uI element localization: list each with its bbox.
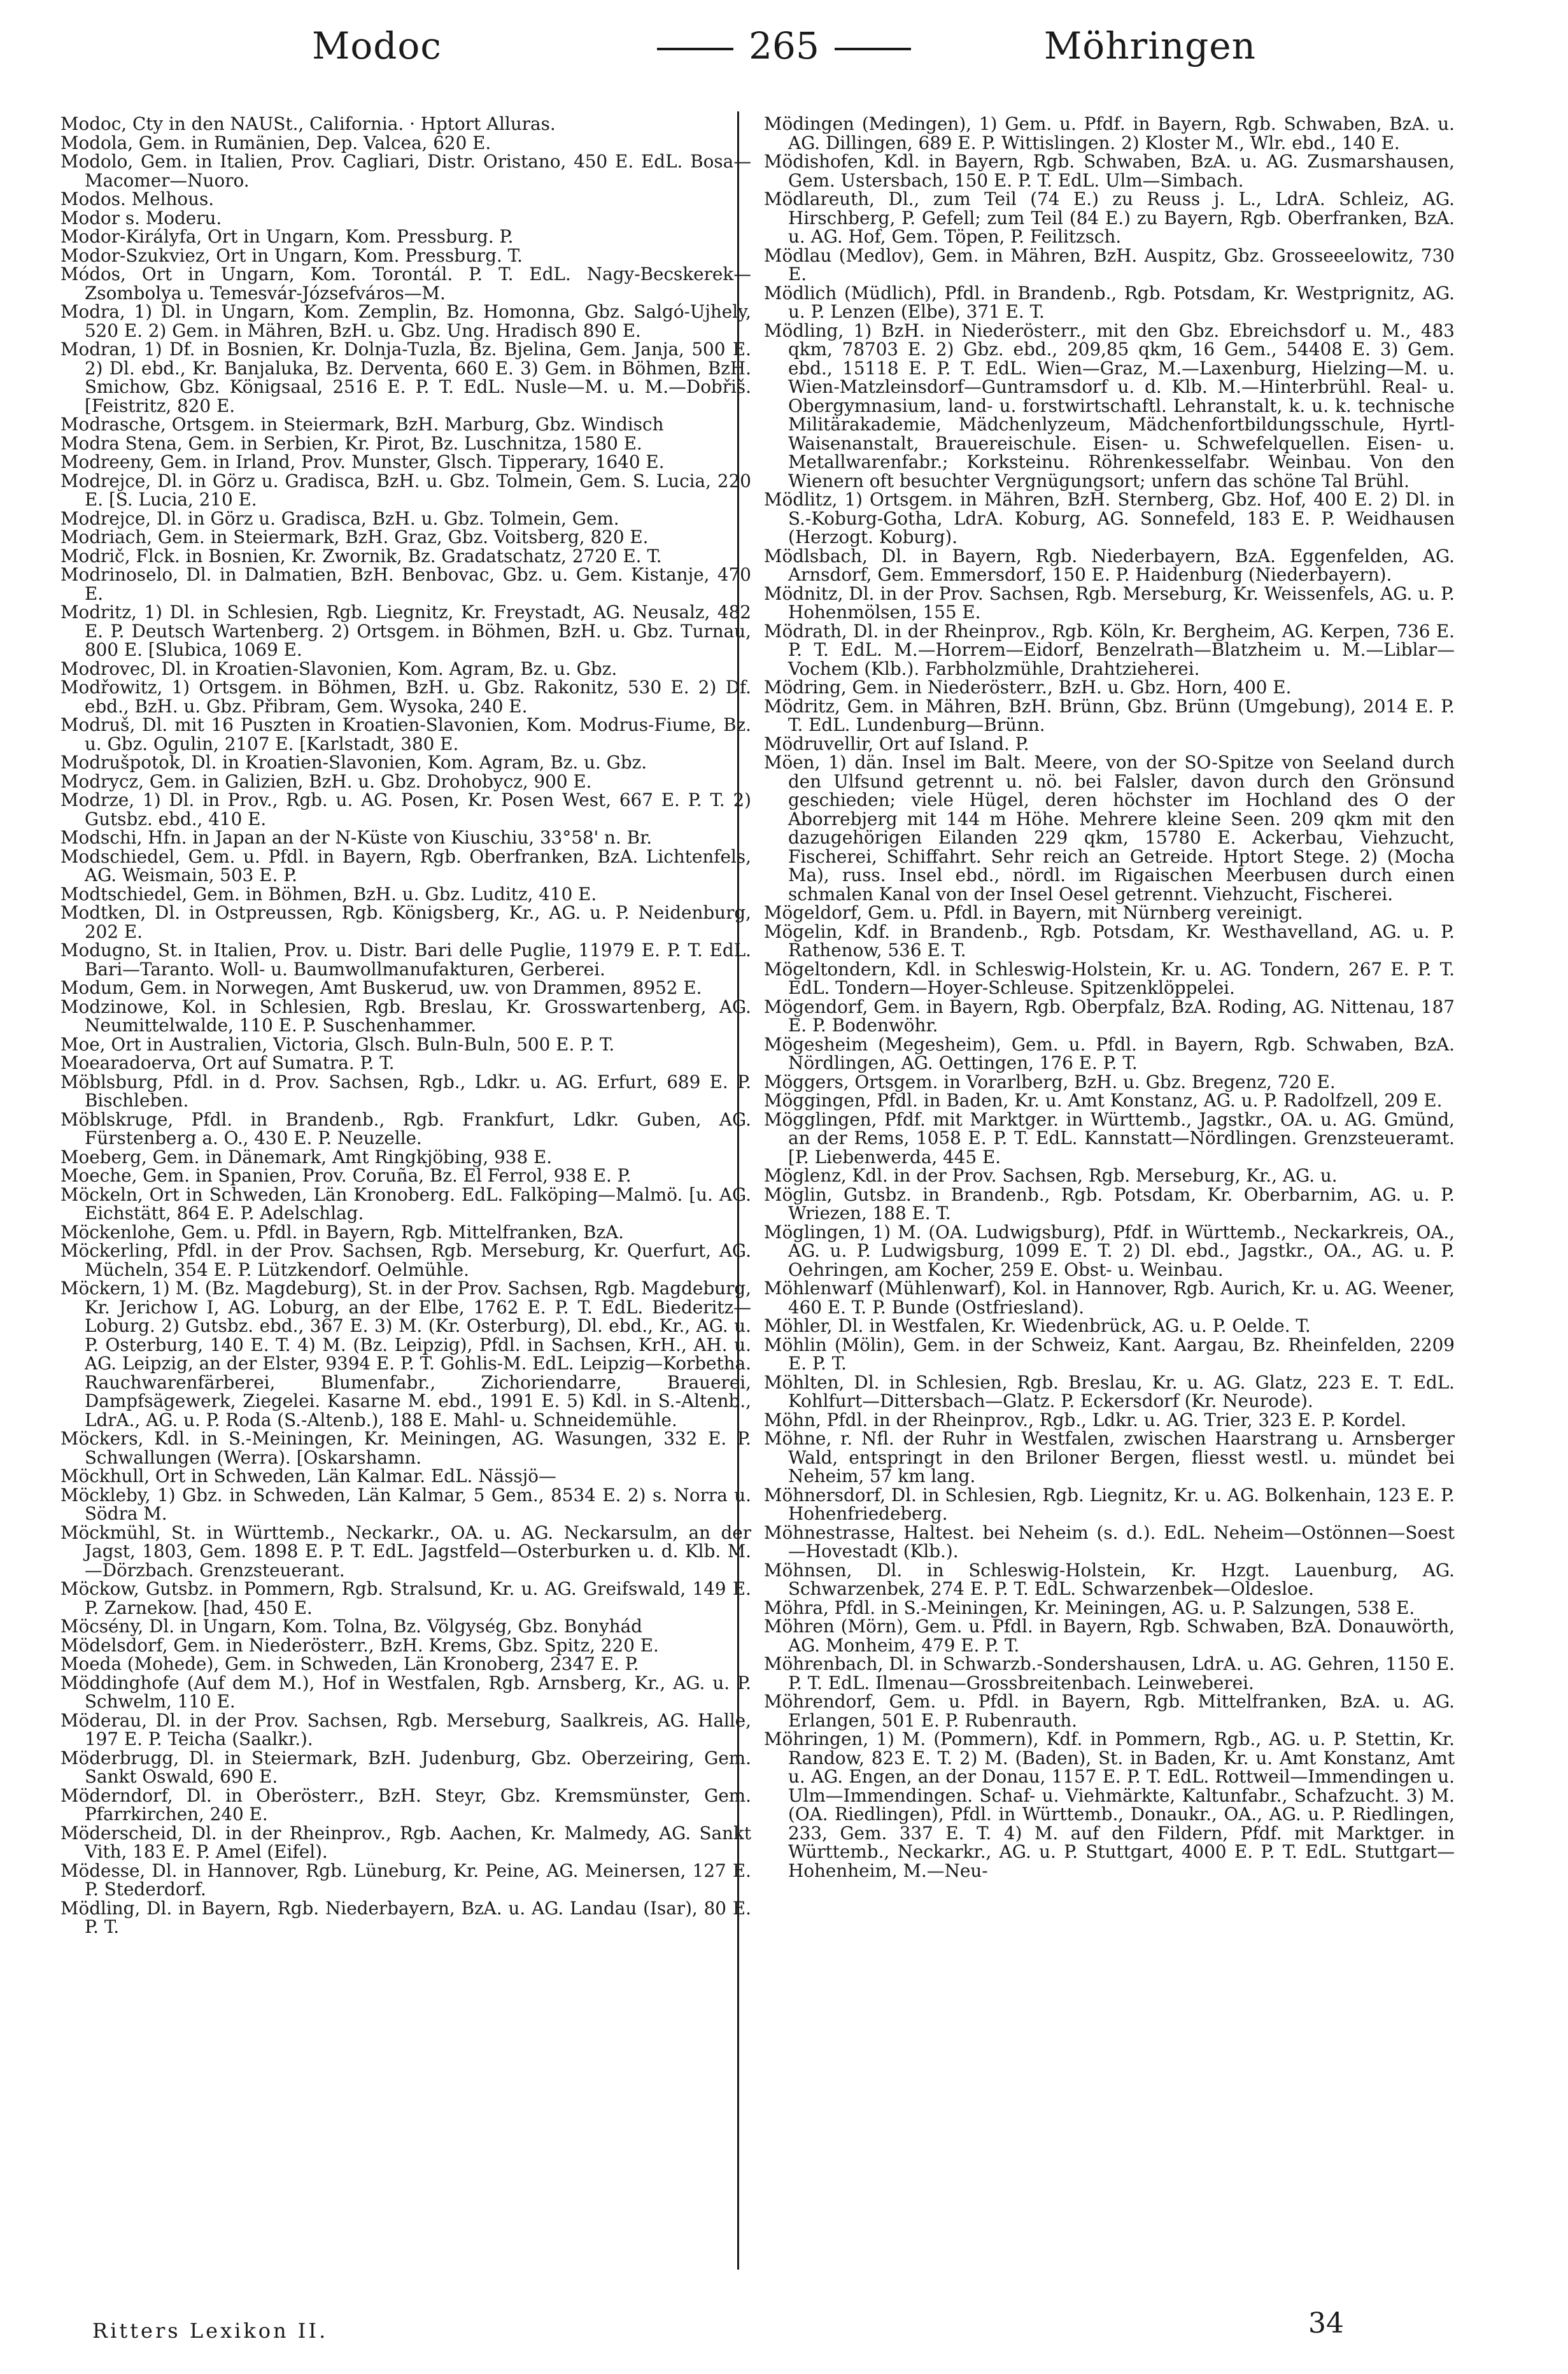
- header-page-number-group: [0, 24, 1568, 67]
- left-column: [60, 115, 751, 2292]
- dictionary-entry: Möcsény, Dl. in Ungarn, Kom. Tolna, Bz. Völgység, Gbz. Bonyhád: [60, 1616, 642, 1637]
- dictionary-entry: Modra, 1) Dl. in Ungarn, Kom. Zemplin, Bz. Homonna, Gbz. Salgó-Ujhely, 520 E. 2) Gem. in Mähren, BzH. u. Gbz. Ung. Hradisch 890 E.: [60, 301, 751, 341]
- dictionary-entry: Moeberg, Gem. in Dänemark, Amt Ringkjöbing, 938 E.: [60, 1146, 553, 1168]
- dictionary-entry: Mödruvellir, Ort auf Island. P.: [764, 733, 1029, 754]
- dictionary-entry: Modrejce, Dl. in Görz u. Gradisca, BzH. u. Gbz. Tolmein, Gem.: [60, 507, 619, 529]
- page-header: [0, 0, 1568, 95]
- dictionary-entry: Mödnitz, Dl. in der Prov. Sachsen, Rgb. Merseburg, Kr. Weissenfels, AG. u. P. Hohenmölsen, 155 E.: [764, 583, 1455, 623]
- dictionary-entry: Möhren (Mörn), Gem. u. Pfdl. in Bayern, Rgb. Schwaben, BzA. Donauwörth, AG. Monheim, 479 E. P. T.: [764, 1616, 1455, 1656]
- dictionary-entry: Modugno, St. in Italien, Prov. u. Distr. Bari delle Puglie, 11979 E. P. T. EdL. Bari—Taranto. Woll- u. Baumwollmanufakturen, Gerberei.: [60, 940, 751, 980]
- dictionary-entry: Mödishofen, Kdl. in Bayern, Rgb. Schwaben, BzA. u. AG. Zusmarshausen, Gem. Ustersbach, 150 E. P. T. EdL. Ulm—Simbach.: [764, 151, 1455, 191]
- dictionary-entry: Mögesheim (Megesheim), Gem. u. Pfdl. in Bayern, Rgb. Schwaben, BzA. Nördlingen, AG. Oettingen, 176 E. P. T.: [764, 1033, 1455, 1073]
- header-left-word: Modoc: [312, 24, 442, 67]
- page-number: 265: [749, 24, 819, 67]
- header-right-word: Möhringen: [1043, 24, 1256, 67]
- right-column: [764, 115, 1455, 2292]
- dictionary-entry: Modor s. Moderu.: [60, 207, 222, 229]
- dictionary-entry: Mödling, Dl. in Bayern, Rgb. Niederbayern, BzA. u. AG. Landau (Isar), 80 E. P. T.: [60, 1897, 751, 1937]
- dictionary-entry: Modrycz, Gem. in Galizien, BzH. u. Gbz. Drohobycz, 900 E.: [60, 770, 592, 792]
- header-dash-left: [657, 48, 733, 50]
- dictionary-entry: Mödling, 1) BzH. in Niederösterr., mit den Gbz. Ebreichsdorf u. M., 483 qkm, 78703 E. 2) Gbz. ebd., 209,85 qkm, 16 Gem., 54408 E. 3) Gem. ebd., 15118 E. P. T. EdL. Wien—Graz, M.—Laxenburg, Hielzing—M. u. Wien-Matzleinsdorf—Guntramsdorf u. d. Klb. M.—Hinterbrühl. Real- u. Obergymnasium, land- u. forstwirtschaftl. Lehranstalt, k. u. k. technische Militärakademie, Mädchenlyzeum, Mädchenfortbildungsschule, Hyrtl-Waisenanstalt, Brauereischule. Eisen- u. Schwefelquellen. Eisen- u. Metallwarenfabr.; Korksteinu. Röhrenkesselfabr. Weinbau. Von den Wienern oft besuchter Vergnügungsort; unfern das schöne Tal Brühl.: [764, 320, 1455, 491]
- dictionary-entry: Möhler, Dl. in Westfalen, Kr. Wiedenbrück, AG. u. P. Oelde. T.: [764, 1315, 1311, 1336]
- dictionary-entry: Moearadoerva, Ort auf Sumatra. P. T.: [60, 1052, 395, 1073]
- dictionary-entry: Modtschiedel, Gem. in Böhmen, BzH. u. Gbz. Luditz, 410 E.: [60, 883, 597, 905]
- dictionary-entry: Mögendorf, Gem. in Bayern, Rgb. Oberpfalz, BzA. Roding, AG. Nittenau, 187 E. P. Bodenwöhr.: [764, 996, 1455, 1036]
- dictionary-entry: Mödlich (Müdlich), Pfdl. in Brandenb., Rgb. Potsdam, Kr. Westprignitz, AG. u. P. Lenzen (Elbe), 371 E. T.: [764, 282, 1455, 322]
- dictionary-entry: Modolo, Gem. in Italien, Prov. Cagliari, Distr. Oristano, 450 E. EdL. Bosa—Macomer—Nuoro.: [60, 151, 751, 191]
- footer-publisher: Ritters Lexikon II.: [92, 2319, 328, 2343]
- dictionary-entry: Modruš, Dl. mit 16 Puszten in Kroatien-Slavonien, Kom. Modrus-Fiume, Bz. u. Gbz. Ogulin, 2107 E. [Karlstadt, 380 E.: [60, 714, 751, 754]
- dictionary-entry: Möckow, Gutsbz. in Pommern, Rgb. Stralsund, Kr. u. AG. Greifswald, 149 E. P. Zarnekow. [had, 450 E.: [60, 1578, 751, 1618]
- dictionary-entry: Möckers, Kdl. in S.-Meiningen, Kr. Meiningen, AG. Wasungen, 332 E. P. Schwallungen (Werra). [Oskarshamn.: [60, 1428, 751, 1468]
- dictionary-entry: Modreeny, Gem. in Irland, Prov. Munster, Glsch. Tipperary, 1640 E.: [60, 451, 665, 472]
- dictionary-entry: Modrušpotok, Dl. in Kroatien-Slavonien, Kom. Agram, Bz. u. Gbz.: [60, 752, 647, 773]
- dictionary-entry: Moeda (Mohede), Gem. in Schweden, Län Kronoberg, 2347 E. P.: [60, 1653, 639, 1674]
- dictionary-entry: Modum, Gem. in Norwegen, Amt Buskerud, uw. von Drammen, 8952 E.: [60, 977, 702, 998]
- dictionary-entry: Möhnersdorf, Dl. in Schlesien, Rgb. Liegnitz, Kr. u. AG. Bolkenhain, 123 E. P. Hohenfriedeberg.: [764, 1484, 1455, 1524]
- header-dash-right: [835, 48, 911, 50]
- dictionary-entry: Modor-Királyfa, Ort in Ungarn, Kom. Pressburg. P.: [60, 226, 514, 247]
- dictionary-entry: Möddinghofe (Auf dem M.), Hof in Westfalen, Rgb. Arnsberg, Kr., AG. u. P. Schwelm, 110 E.: [60, 1672, 751, 1712]
- dictionary-entry: Mödingen (Medingen), 1) Gem. u. Pfdf. in Bayern, Rgb. Schwaben, BzA. u. AG. Dillingen, 689 E. P. Wittislingen. 2) Kloster M., Wlr. ebd., 140 E.: [764, 115, 1455, 153]
- dictionary-entry: Modra Stena, Gem. in Serbien, Kr. Pirot, Bz. Luschnitza, 1580 E.: [60, 432, 642, 454]
- dictionary-entry: Modriach, Gem. in Steiermark, BzH. Graz, Gbz. Voitsberg, 820 E.: [60, 526, 649, 548]
- dictionary-entry: Möhringen, 1) M. (Pommern), Kdf. in Pommern, Rgb., AG. u. P. Stettin, Kr. Randow, 823 E. T. 2) M. (Baden), St. in Baden, Kr. u. Amt Konstanz, Amt u. AG. Engen, an der Donau, 1157 E. P. T. EdL. Rottweil—Immendingen u. Ulm—Immendingen. Schaf- u. Viehmärkte, Kaltunfabr., Schafzucht. 3) M. (OA. Riedlingen), Pfdl. in Württemb., Donaukr., OA., AG. u. P. Riedlingen, 233, Gem. 337 E. T. 4) M. auf den Fildern, Pfdf. mit Marktger. in Württemb., Neckarkr., AG. u. P. Stuttgart, 4000 E. P. T. EdL. Stuttgart—Hohenheim, M.—Neu-: [764, 1728, 1455, 1881]
- dictionary-entry: Moe, Ort in Australien, Victoria, Glsch. Buln-Buln, 500 E. P. T.: [60, 1033, 615, 1055]
- dictionary-entry: Modschi, Hfn. in Japan an der N-Küste von Kiuschiu, 33°58' n. Br.: [60, 827, 653, 848]
- dictionary-entry: Möglin, Gutsbz. in Brandenb., Rgb. Potsdam, Kr. Oberbarnim, AG. u. P. Wriezen, 188 E. T.: [764, 1183, 1455, 1224]
- dictionary-entry: Möggingen, Pfdl. in Baden, Kr. u. Amt Konstanz, AG. u. P. Radolfzell, 209 E.: [764, 1090, 1443, 1111]
- dictionary-entry: Mögeldorf, Gem. u. Pfdl. in Bayern, mit Nürnberg vereinigt.: [764, 902, 1303, 923]
- dictionary-entry: Modschiedel, Gem. u. Pfdl. in Bayern, Rgb. Oberfranken, BzA. Lichtenfels, AG. Weismain, 503 E. P.: [60, 845, 751, 886]
- dictionary-entry: Mögglingen, Pfdf. mit Marktger. in Württemb., Jagstkr., OA. u. AG. Gmünd, an der Rems, 1058 E. P. T. EdL. Kannstatt—Nördlingen. Grenzsteueramt. [P. Liebenwerda, 445 E.: [764, 1108, 1455, 1168]
- dictionary-entry: Möckern, 1) M. (Bz. Magdeburg), St. in der Prov. Sachsen, Rgb. Magdeburg, Kr. Jerichow I, AG. Loburg, an der Elbe, 1762 E. P. T. EdL. Biederitz—Loburg. 2) Gutsbz. ebd., 367 E. 3) M. (Kr. Osterburg), Dl. ebd., Kr., AG. u. P. Osterburg, 140 E. T. 4) M. (Bz. Leipzig), Pfdl. in Sachsen, KrH., AH. u. AG. Leipzig, an der Elster, 9394 E. P. T. Gohlis-M. EdL. Leipzig—Korbetha. Rauchwarenfärberei, Blumenfabr., Zichoriendarre, Brauerei, Dampfsägewerk, Ziegelei. Kasarne M. ebd., 1991 E. 5) Kdl. in S.-Altenb., LdrA., AG. u. P. Roda (S.-Altenb.), 188 E. Mahl- u. Schneidemühle.: [60, 1278, 751, 1431]
- dictionary-entry: Möhra, Pfdl. in S.-Meiningen, Kr. Meiningen, AG. u. P. Salzungen, 538 E.: [764, 1597, 1415, 1618]
- dictionary-entry: Mögelin, Kdf. in Brandenb., Rgb. Potsdam, Kr. Westhavelland, AG. u. P. Rathenow, 536 E. T.: [764, 921, 1455, 961]
- dictionary-entry: Möderau, Dl. in der Prov. Sachsen, Rgb. Merseburg, Saalkreis, AG. Halle, 197 E. P. Teicha (Saalkr.).: [60, 1709, 751, 1749]
- dictionary-entry: Möhlten, Dl. in Schlesien, Rgb. Breslau, Kr. u. AG. Glatz, 223 E. T. EdL. Kohlfurt—Dittersbach—Glatz. P. Eckersdorf (Kr. Neurode).: [764, 1371, 1455, 1411]
- dictionary-entry: Mödlau (Medlov), Gem. in Mähren, BzH. Auspitz, Gbz. Grosseeelowitz, 730 E.: [764, 244, 1455, 285]
- dictionary-entry: Modtken, Dl. in Ostpreussen, Rgb. Königsberg, Kr., AG. u. P. Neidenburg, 202 E.: [60, 902, 751, 942]
- dictionary-entry: Möhnestrasse, Haltest. bei Neheim (s. d.). EdL. Neheim—Ostönnen—Soest—Hovestadt (Klb.).: [764, 1522, 1455, 1562]
- dictionary-entry: Möckerling, Pfdl. in der Prov. Sachsen, Rgb. Merseburg, Kr. Querfurt, AG. Mücheln, 354 E. P. Lützkendorf. Oelmühle.: [60, 1240, 751, 1280]
- dictionary-entry: Möen, 1) dän. Insel im Balt. Meere, von der SO-Spitze von Seeland durch den Ulfsund getrennt u. nö. bei Falsler, davon durch den Grönsund geschieden; viele Hügel, deren höchster im Hochland des O der Aborrebjerg mit 144 m Höhe. Mehrere kleine Seen. 209 qkm mit den dazugehörigen Eilanden 229 qkm, 15780 E. Ackerbau, Viehzucht, Fischerei, Schiffahrt. Sehr reich an Getreide. Hptort Stege. 2) (Mocha Ma), russ. Insel ebd., nördl. im Rigaischen Meerbusen durch einen schmalen Kanal von der Insel Oesel getrennt. Viehzucht, Fischerei.: [764, 752, 1455, 905]
- dictionary-entry: Möckenlohe, Gem. u. Pfdl. in Bayern, Rgb. Mittelfranken, BzA.: [60, 1221, 624, 1243]
- dictionary-entry: Módos, Ort in Ungarn, Kom. Torontál. P. T. EdL. Nagy-Becskerek—Zsombolya u. Temesvár-Józsefváros—M.: [60, 264, 751, 304]
- dictionary-entry: Modran, 1) Df. in Bosnien, Kr. Dolnja-Tuzla, Bz. Bjelina, Gem. Janja, 500 E. 2) Dl. ebd., Kr. Banjaluka, Bz. Derventa, 660 E. 3) Gem. in Böhmen, BzH. Smichow, Gbz. Königsaal, 2516 E. P. T. EdL. Nusle—M. u. M.—Dobřiš. [Feistritz, 820 E.: [60, 339, 751, 416]
- dictionary-entry: Möglenz, Kdl. in der Prov. Sachsen, Rgb. Merseburg, Kr., AG. u.: [764, 1165, 1338, 1186]
- dictionary-entry: Möglingen, 1) M. (OA. Ludwigsburg), Pfdf. in Württemb., Neckarkreis, OA., AG. u. P. Ludwigsburg, 1099 E. T. 2) Dl. ebd., Jagstkr., OA., AG. u. P. Oehringen, am Kocher, 259 E. Obst- u. Weinbau.: [764, 1221, 1455, 1280]
- dictionary-entry: Möhrendorf, Gem. u. Pfdl. in Bayern, Rgb. Mittelfranken, BzA. u. AG. Erlangen, 501 E. P. Rubenrauth.: [764, 1691, 1455, 1731]
- dictionary-entry: Möckleby, 1) Gbz. in Schweden, Län Kalmar, 5 Gem., 8534 E. 2) s. Norra u. Södra M.: [60, 1484, 751, 1524]
- dictionary-entry: Mödritz, Gem. in Mähren, BzH. Brünn, Gbz. Brünn (Umgebung), 2014 E. P. T. EdL. Lundenburg—Brünn.: [764, 695, 1455, 735]
- dictionary-entry: Mödesse, Dl. in Hannover, Rgb. Lüneburg, Kr. Peine, AG. Meinersen, 127 E. P. Stederdorf.: [60, 1860, 751, 1900]
- dictionary-entry: Modos. Melhous.: [60, 188, 215, 209]
- dictionary-entry: Mödlsbach, Dl. in Bayern, Rgb. Niederbayern, BzA. Eggenfelden, AG. Arnsdorf, Gem. Emmersdorf, 150 E. P. Haidenburg (Niederbayern).: [764, 545, 1455, 585]
- dictionary-entry: Modrze, 1) Dl. in Prov., Rgb. u. AG. Posen, Kr. Posen West, 667 E. P. T. 2) Gutsbz. ebd., 410 E.: [60, 789, 751, 830]
- dictionary-entry: Möhlin (Mölin), Gem. in der Schweiz, Kant. Aargau, Bz. Rheinfelden, 2209 E. P. T.: [764, 1334, 1455, 1374]
- dictionary-entry: Modřowitz, 1) Ortsgem. in Böhmen, BzH. u. Gbz. Rakonitz, 530 E. 2) Df. ebd., BzH. u. Gbz. Přibram, Gem. Wysoka, 240 E.: [60, 677, 751, 717]
- dictionary-entry: Modrinoselo, Dl. in Dalmatien, BzH. Benbovac, Gbz. u. Gem. Kistanje, 470 E.: [60, 564, 751, 604]
- dictionary-entry: Mögeltondern, Kdl. in Schleswig-Holstein, Kr. u. AG. Tondern, 267 E. P. T. EdL. Tondern—Hoyer-Schleuse. Spitzenklöppelei.: [764, 958, 1455, 998]
- dictionary-entry: Möhn, Pfdl. in der Rheinprov., Rgb., Ldkr. u. AG. Trier, 323 E. P. Kordel.: [764, 1409, 1407, 1431]
- dictionary-entry: Möggers, Ortsgem. in Vorarlberg, BzH. u. Gbz. Bregenz, 720 E.: [764, 1071, 1336, 1092]
- dictionary-entry: Möblskruge, Pfdl. in Brandenb., Rgb. Frankfurt, Ldkr. Guben, AG. Fürstenberg a. O., 430 E. P. Neuzelle.: [60, 1108, 751, 1148]
- dictionary-entry: Mödelsdorf, Gem. in Niederösterr., BzH. Krems, Gbz. Spitz, 220 E.: [60, 1634, 659, 1656]
- dictionary-entry: Modola, Gem. in Rumänien, Dep. Valcea, 620 E.: [60, 132, 491, 153]
- dictionary-entry: Möhnsen, Dl. in Schleswig-Holstein, Kr. Hzgt. Lauenburg, AG. Schwarzenbek, 274 E. P. T. EdL. Schwarzenbek—Oldesloe.: [764, 1559, 1455, 1599]
- dictionary-entry: Modritz, 1) Dl. in Schlesien, Rgb. Liegnitz, Kr. Freystadt, AG. Neusalz, 482 E. P. Deutsch Wartenberg. 2) Ortsgem. in Böhmen, BzH. u. Gbz. Turnau, 800 E. [Slubica, 1069 E.: [60, 602, 751, 660]
- dictionary-entry: Modzinowe, Kol. in Schlesien, Rgb. Breslau, Kr. Grosswartenberg, AG. Neumittelwalde, 110 E. P. Suschenhammer.: [60, 996, 751, 1036]
- dictionary-entry: Möckeln, Ort in Schweden, Län Kronoberg. EdL. Falköping—Malmö. [u. AG. Eichstätt, 864 E. P. Adelschlag.: [60, 1183, 751, 1224]
- dictionary-entry: Möckmühl, St. in Württemb., Neckarkr., OA. u. AG. Neckarsulm, an der Jagst, 1803, Gem. 1898 E. P. T. EdL. Jagstfeld—Osterburken u. d. Klb. M.—Dörzbach. Grenzsteuerant.: [60, 1522, 751, 1581]
- dictionary-entry: Möhrenbach, Dl. in Schwarzb.-Sondershausen, LdrA. u. AG. Gehren, 1150 E. P. T. EdL. Ilmenau—Grossbreitenbach. Leinweberei.: [764, 1653, 1455, 1693]
- dictionary-entry: Modrejce, Dl. in Görz u. Gradisca, BzH. u. Gbz. Tolmein, Gem. S. Lucia, 220 E. [S. Lucia, 210 E.: [60, 470, 751, 510]
- dictionary-entry: Möderscheid, Dl. in der Rheinprov., Rgb. Aachen, Kr. Malmedy, AG. Sankt Vith, 183 E. P. Amel (Eifel).: [60, 1822, 751, 1862]
- dictionary-entry: Möckhull, Ort in Schweden, Län Kalmar. EdL. Nässjö—: [60, 1466, 556, 1487]
- dictionary-entry: Möblsburg, Pfdl. in d. Prov. Sachsen, Rgb., Ldkr. u. AG. Erfurt, 689 E. P. Bischleben.: [60, 1071, 751, 1111]
- dictionary-entry: Möhlenwarf (Mühlenwarf), Kol. in Hannover, Rgb. Aurich, Kr. u. AG. Weener, 460 E. T. P. Bunde (Ostfriesland).: [764, 1278, 1455, 1318]
- dictionary-entry: Mödlareuth, Dl., zum Teil (74 E.) zu Reuss j. L., LdrA. Schleiz, AG. Hirschberg, P. Gefell; zum Teil (84 E.) zu Bayern, Rgb. Oberfranken, BzA. u. AG. Hof, Gem. Töpen, P. Feilitzsch.: [764, 188, 1455, 247]
- dictionary-entry: Möderndorf, Dl. in Oberösterr., BzH. Steyr, Gbz. Kremsmünster, Gem. Pfarrkirchen, 240 E.: [60, 1784, 751, 1825]
- dictionary-entry: Modrasche, Ortsgem. in Steiermark, BzH. Marburg, Gbz. Windisch: [60, 414, 664, 435]
- dictionary-entry: Mödlitz, 1) Ortsgem. in Mähren, BzH. Sternberg, Gbz. Hof, 400 E. 2) Dl. in S.-Koburg-Gotha, LdrA. Koburg, AG. Sonnefeld, 183 E. P. Weidhausen (Herzogt. Koburg).: [764, 489, 1455, 548]
- dictionary-entry: Möderbrugg, Dl. in Steiermark, BzH. Judenburg, Gbz. Oberzeiring, Gem. Sankt Oswald, 690 E.: [60, 1747, 751, 1787]
- dictionary-entry: Modrovec, Dl. in Kroatien-Slavonien, Kom. Agram, Bz. u. Gbz.: [60, 658, 618, 679]
- dictionary-entry: Moeche, Gem. in Spanien, Prov. Coruña, Bz. El Ferrol, 938 E. P.: [60, 1165, 632, 1186]
- dictionary-entry: Möhne, r. Nfl. der Ruhr in Westfalen, zwischen Haarstrang u. Arnsberger Wald, entspringt in den Briloner Bergen, fliesst westl. u. mündet bei Neheim, 57 km lang.: [764, 1428, 1455, 1487]
- dictionary-entry: Mödring, Gem. in Niederösterr., BzH. u. Gbz. Horn, 400 E.: [764, 677, 1292, 698]
- dictionary-entry: Modor-Szukviez, Ort in Ungarn, Kom. Pressburg. T.: [60, 244, 523, 266]
- dictionary-entry: Modrič, Flck. in Bosnien, Kr. Zwornik, Bz. Gradatschatz, 2720 E. T.: [60, 545, 662, 567]
- dictionary-entry: Modoc, Cty in den NAUSt., California. · Hptort Alluras.: [60, 115, 556, 134]
- dictionary-entry: Mödrath, Dl. in der Rheinprov., Rgb. Köln, Kr. Bergheim, AG. Kerpen, 736 E. P. T. EdL. M.—Horrem—Eidorf, Benzelrath—Blatzheim u. M.—Liblar—Vochem (Klb.). Farbholzmühle, Drahtzieherei.: [764, 620, 1455, 679]
- footer-signature-number: 34: [1308, 2307, 1344, 2340]
